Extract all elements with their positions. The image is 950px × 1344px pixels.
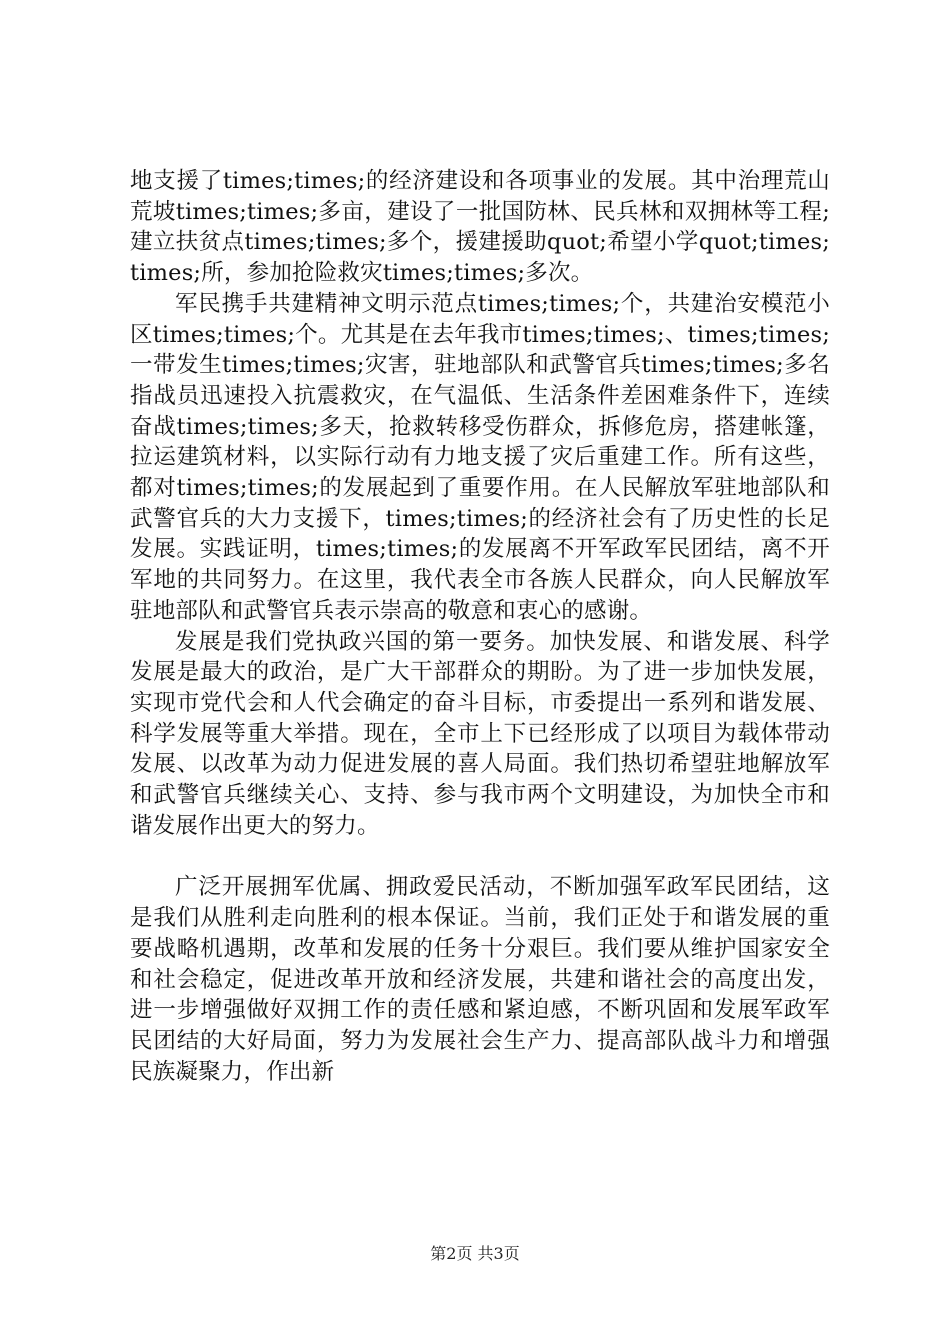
paragraph-4: 广泛开展拥军优属、拥政爱民活动，不断加强军政军民团结，这是我们从胜利走向胜利的根本保证。当前，我们正处于和谐发展的重要战略机遇期，改革和发展的任务十分艰巨。我们要从维护国家安全和社会稳定，促进改革开放和经济发展，共建和谐社会的高度出发，进一步增强做好双拥工作的责任感和紧迫感，不断巩固和发展军政军民团结的大好局面，努力为发展社会生产力、提高部队战斗力和增强民族凝聚力，作出新 bbox=[130, 874, 830, 1085]
document-body bbox=[130, 166, 830, 1087]
paragraph-1: 地支援了times;times;的经济建设和各项事业的发展。其中治理荒山荒坡times;times;多亩，建设了一批国防林、民兵林和双拥林等工程;建立扶贫点times;times;多个，援建援助quot;希望小学quot;times;times;所，参加抢险救灾times;times;多次。 bbox=[130, 168, 830, 287]
paragraph-2: 军民携手共建精神文明示范点times;times;个，共建治安模范小区times;times;个。尤其是在去年我市times;times;、times;times;一带发生times;times;灾害，驻地部队和武警官兵times;times;多名指战员迅速投入抗震救灾，在气温低、生活条件差困难条件下，连续奋战times;times;多天，抢救转移受伤群众，拆修危房，搭建帐篷，拉运建筑材料，以实际行动有力地支援了灾后重建工作。所有这些，都对times;times;的发展起到了重要作用。在人民解放军驻地部队和武警官兵的大力支援下，times;times;的经济社会有了历史性的长足发展。实践证明，times;times;的发展离不开军政军民团结，离不开军地的共同努力。在这里，我代表全市各族人民群众，向人民解放军驻地部队和武警官兵表示崇高的敬意和衷心的感谢。 bbox=[130, 290, 830, 624]
page-number-footer: 第2页 共3页 bbox=[430, 1244, 520, 1263]
paragraph-3: 发展是我们党执政兴国的第一要务。加快发展、和谐发展、科学发展是最大的政治，是广大干部群众的期盼。为了进一步加快发展，实现市党代会和人代会确定的奋斗目标，市委提出一系列和谐发展、科学发展等重大举措。现在，全市上下已经形成了以项目为载体带动发展、以改革为动力促进发展的喜人局面。我们热切希望驻地解放军和武警官兵继续关心、支持、参与我市两个文明建设，为加快全市和谐发展作出更大的努力。 bbox=[130, 628, 830, 839]
